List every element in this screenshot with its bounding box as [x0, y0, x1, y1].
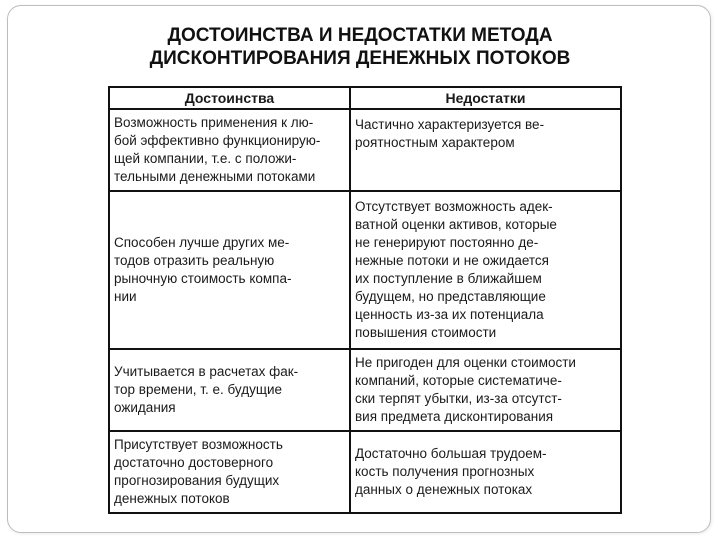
- disadvantage-cell: [350, 349, 621, 431]
- table-row: [109, 431, 621, 513]
- disadvantage-cell: [350, 191, 621, 349]
- disadvantage-cell: [350, 109, 621, 191]
- table-row: [109, 109, 621, 191]
- disadvantage-cell: [350, 431, 621, 513]
- table-row: [109, 191, 621, 349]
- title-line-2: ДИСКОНТИРОВАНИЯ ДЕНЕЖНЫХ ПОТОКОВ: [149, 48, 571, 69]
- advantage-cell: [109, 431, 350, 513]
- table-header-row: [109, 87, 621, 109]
- disadvantage-text: Достаточно большая трудоем- кость получения прогнозных данных о денежных потоках: [355, 446, 547, 497]
- disadvantage-text: Отсутствует возможность адек- ватной оценки активов, которые не генерируют постоянно де- нежные потоки и не ожидается их поступление в ближайшем будущем, но представляющие ценность из-за их потенциала повышения стоимости: [355, 199, 557, 340]
- disadvantage-text: Частично характеризуется ве- роятностным характером: [355, 117, 545, 150]
- comparison-table: [108, 86, 622, 514]
- table-row: [109, 349, 621, 431]
- header-disadvantages: Недостатки: [350, 87, 621, 109]
- header-advantages: Достоинства: [109, 87, 350, 109]
- disadvantage-text: Не пригоден для оценки стоимости компаний, которые систематиче- ски терпят убытки, из-за отсутст- вия предмета дисконтирования: [355, 355, 576, 424]
- advantage-text: Способен лучше других ме- тодов отразить реальную рыночную стоимость компа- нии: [114, 235, 292, 304]
- title-line-1: ДОСТОИНСТВА И НЕДОСТАТКИ МЕТОДА: [167, 25, 553, 46]
- advantage-cell: [109, 109, 350, 191]
- advantage-text: Учитывается в расчетах фак- тор времени, т. е. будущие ожидания: [114, 364, 299, 415]
- slide-title: [60, 24, 660, 70]
- advantage-text: Возможность применения к лю- бой эффективно функционирую- щей компании, т.е. с положи- тельными денежными потоками: [114, 115, 321, 184]
- advantage-cell: [109, 191, 350, 349]
- advantage-text: Присутствует возможность достаточно достоверного прогнозирования будущих денежных потоков: [114, 437, 283, 506]
- advantage-cell: [109, 349, 350, 431]
